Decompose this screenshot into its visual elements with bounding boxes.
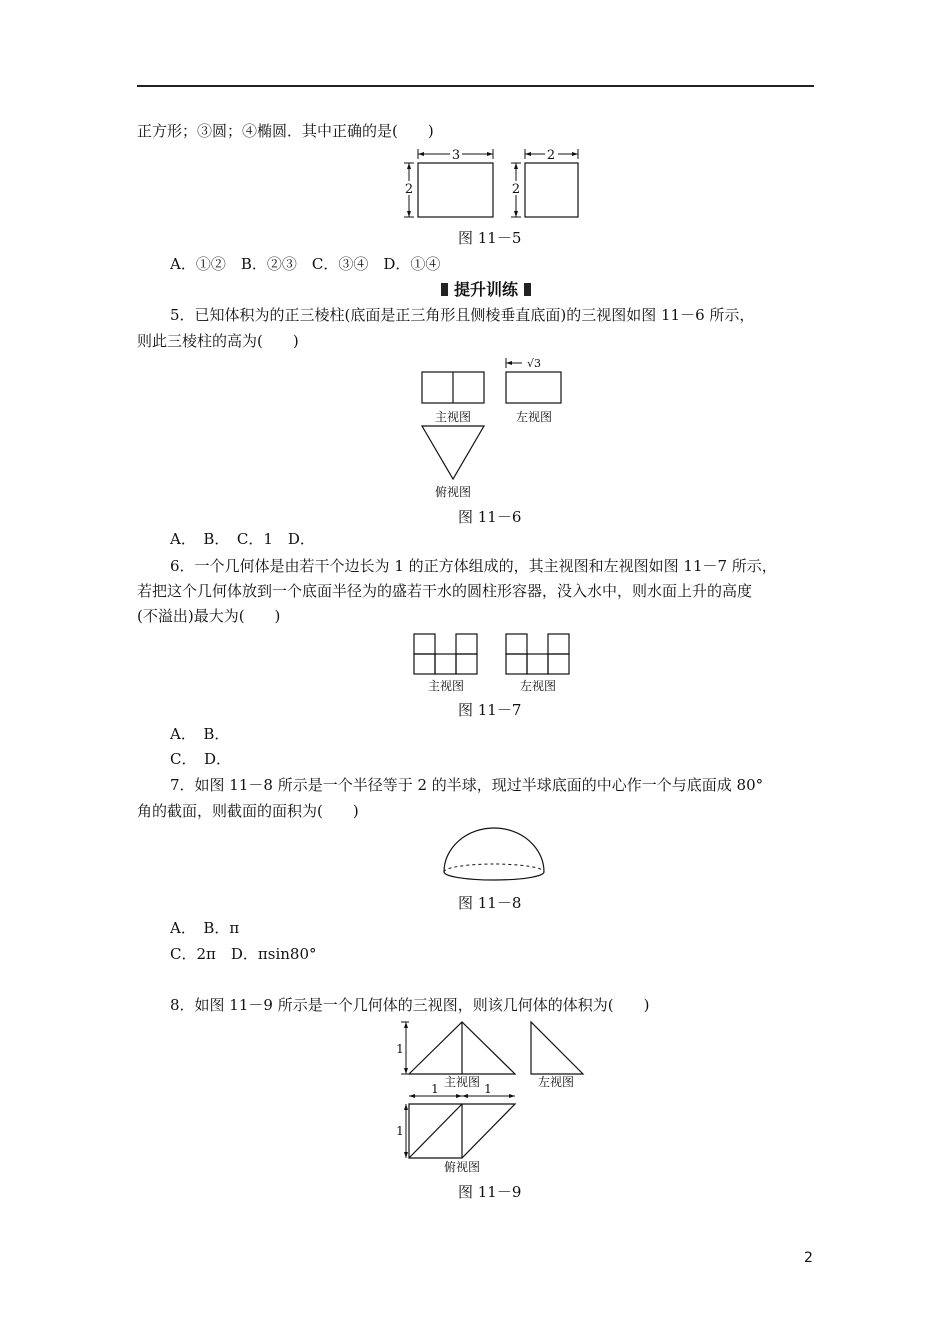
front-view: [422, 372, 484, 424]
dim-top-height: 1: [396, 1124, 404, 1138]
figure-11-9-caption: 图 11－9: [458, 1183, 522, 1201]
dim-top-right: 1: [484, 1082, 492, 1096]
section-heading-text: 提升训练: [454, 280, 519, 299]
figure-11-5-caption: 图 11－5: [458, 229, 522, 247]
q6-front-view-label: 主视图: [427, 679, 465, 693]
dim-sqrt3: √3: [526, 357, 542, 370]
section-heading: [435, 277, 537, 300]
figure-11-6: [410, 355, 580, 505]
figure-11-9: [395, 1018, 595, 1178]
q4-options: A．①② B．②③ C．③④ D．①④: [170, 255, 441, 273]
front-height-dim: [396, 1022, 409, 1074]
figure-11-7-caption: 图 11－7: [458, 701, 522, 719]
dim-w1: 3: [451, 148, 461, 163]
dim-w2: 2: [546, 148, 556, 163]
q5-line1: 5．已知体积为的正三棱柱(底面是正三角形且侧棱垂直底面)的三视图如图 11－6 所示，: [170, 306, 755, 324]
q7-line1: 7．如图 11－8 所示是一个半径等于 2 的半球，现过半球底面的中心作一个与底面成 80°: [170, 776, 764, 794]
q6-side-view-label: 左视图: [519, 679, 557, 693]
top-dims: [396, 1082, 515, 1158]
figure-11-5: [400, 145, 600, 225]
q8-front-view-label: 主视图: [443, 1075, 481, 1089]
q7-line2: 角的截面，则截面的面积为( ): [137, 802, 359, 820]
dim-h2: 2: [511, 182, 521, 197]
q5-options: A． B． C．1 D．: [170, 530, 315, 548]
rect-2x2: [511, 148, 578, 217]
side-view: [531, 1022, 583, 1089]
q6-line2: 若把这个几何体放到一个底面半径为的盛若干水的圆柱形容器，没入水中，则水面上升的高度: [137, 582, 753, 600]
figure-11-8-caption: 图 11－8: [458, 894, 522, 912]
front-view-cubes: [414, 634, 477, 674]
top-view-label: 俯视图: [434, 485, 472, 499]
dim-top-left: 1: [431, 1082, 439, 1096]
q4-continuation: 正方形；③圆；④椭圆．其中正确的是( ): [137, 122, 434, 140]
q6-line1: 6．一个几何体是由若干个边长为 1 的正方体组成的，其主视图和左视图如图 11－7 所示，: [170, 557, 777, 575]
front-view: [409, 1022, 515, 1074]
figure-11-7: [410, 630, 580, 700]
side-view-label: 左视图: [515, 410, 553, 424]
front-view-label: 主视图: [434, 410, 472, 424]
rect-3x2: [404, 148, 493, 217]
q7-options-row1: A． B．π: [170, 919, 240, 937]
q8-side-view-label: 左视图: [537, 1075, 575, 1089]
figure-11-6-caption: 图 11－6: [458, 508, 522, 526]
q6-options-row2: C． D．: [170, 750, 232, 768]
top-view: [409, 1104, 515, 1158]
side-view-cubes: [506, 634, 569, 674]
dim-h1: 2: [404, 182, 414, 197]
q8-top-view-label: 俯视图: [443, 1160, 481, 1174]
header-rule: [137, 85, 814, 87]
q6-options-row1: A． B．: [170, 725, 230, 743]
dim-front-height: 1: [396, 1042, 404, 1056]
q8-line1: 8．如图 11－9 所示是一个几何体的三视图，则该几何体的体积为( ): [170, 996, 650, 1014]
figure-11-8-hemisphere: [440, 826, 550, 886]
top-view: [422, 426, 484, 499]
q7-options-row2: C．2π D．πsin80°: [170, 945, 317, 963]
side-view: [506, 357, 561, 424]
q6-line3: (不溢出)最大为( ): [137, 607, 281, 625]
q5-line2: 则此三棱柱的高为( ): [137, 332, 299, 350]
page-number: 2: [804, 1250, 813, 1266]
